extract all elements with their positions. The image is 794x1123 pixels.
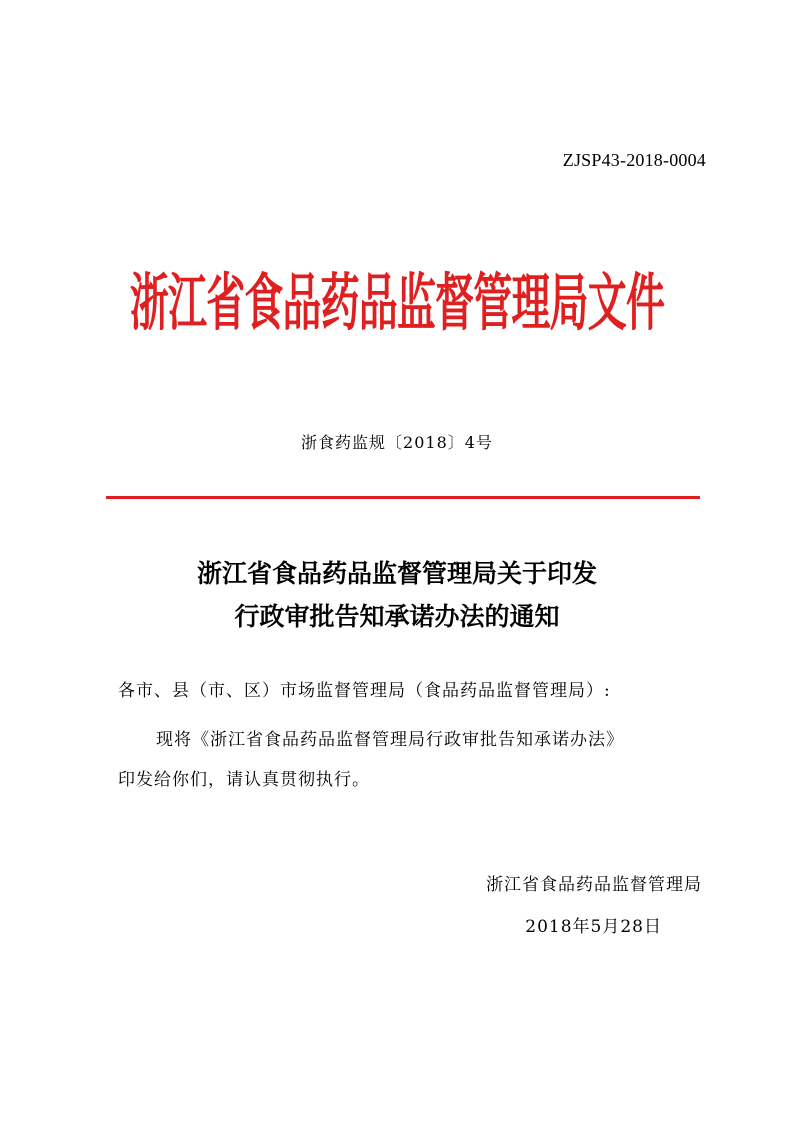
- signature-date: 2018年5月28日: [525, 917, 662, 937]
- document-code: ZJSP43-2018-0004: [562, 150, 706, 170]
- body-line-1: 现将《浙江省食品药品监督管理局行政审批告知承诺办法》: [156, 730, 624, 750]
- salutation: 各市、县（市、区）市场监督管理局（食品药品监督管理局）:: [118, 681, 611, 701]
- masthead-text: 浙江省食品药品监督管理局文件: [129, 265, 665, 339]
- body-paragraph: [118, 720, 702, 800]
- signature-issuer: 浙江省食品药品监督管理局: [486, 875, 702, 895]
- document-number: 浙食药监规〔2018〕4号: [301, 433, 493, 452]
- notice-title-line-2: 行政审批告知承诺办法的通知: [234, 602, 560, 631]
- notice-title: [0, 552, 794, 638]
- notice-title-line-1: 浙江省食品药品监督管理局关于印发: [196, 559, 597, 588]
- masthead-title: [0, 262, 794, 342]
- body-line-2: 印发给你们，请认真贯彻执行。: [118, 770, 370, 790]
- red-divider-line: [106, 496, 700, 499]
